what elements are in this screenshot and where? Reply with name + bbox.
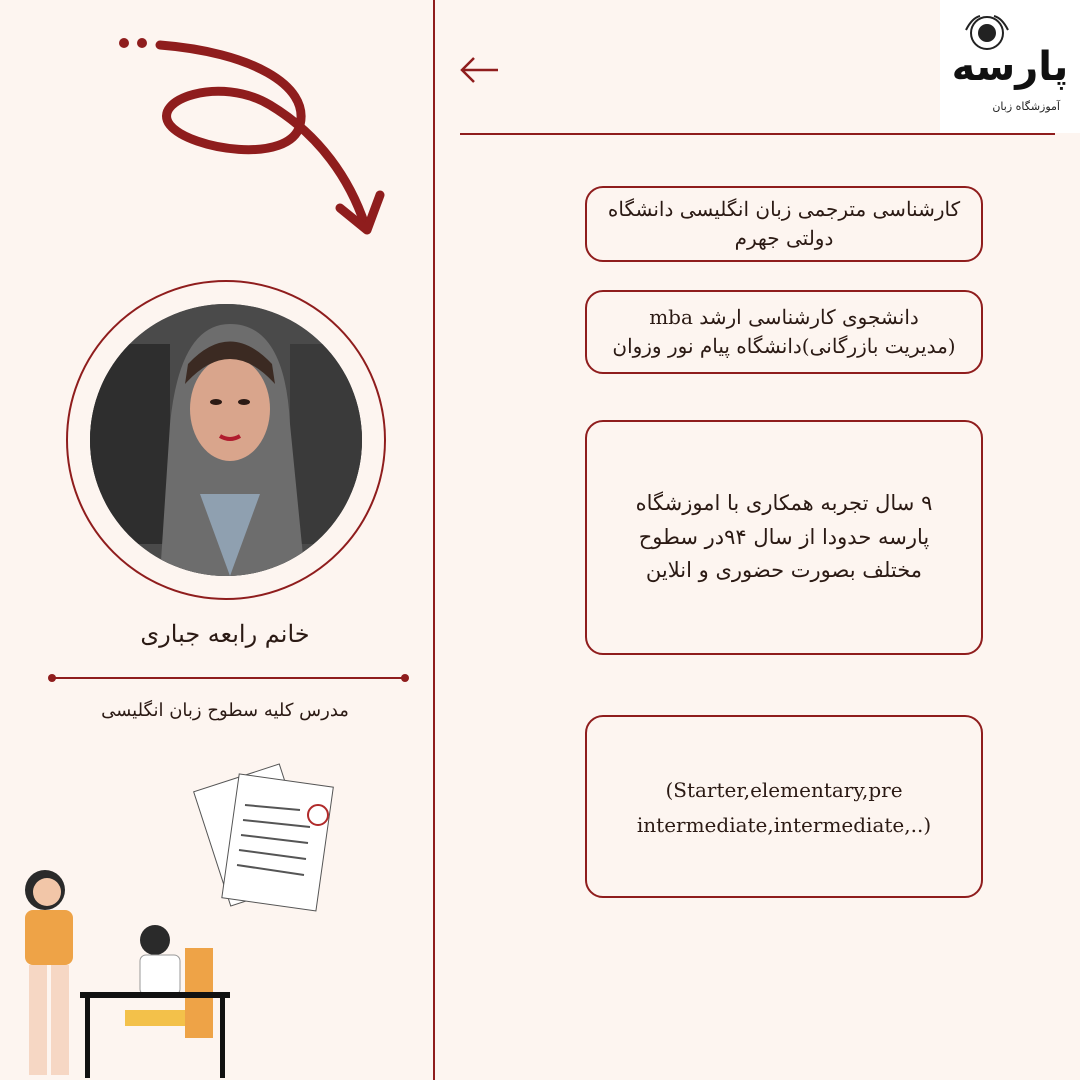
name-underline bbox=[52, 677, 406, 679]
header-divider bbox=[460, 133, 1055, 135]
education-card-masters bbox=[585, 290, 983, 374]
underline-dot-left bbox=[48, 674, 56, 682]
experience-card bbox=[585, 420, 983, 655]
card-line: (Starter,elementary,pre bbox=[665, 777, 903, 802]
back-arrow-icon[interactable] bbox=[458, 52, 502, 88]
levels-card bbox=[585, 715, 983, 898]
underline-dot-right bbox=[401, 674, 409, 682]
card-line: دولتی جهرم bbox=[734, 226, 834, 250]
education-card-bachelor bbox=[585, 186, 983, 262]
teacher-name: خانم رابعه جباری bbox=[140, 620, 310, 648]
card-line: ۹ سال تجربه همکاری با اموزشگاه bbox=[635, 491, 933, 516]
teacher-title: مدرس کلیه سطوح زبان انگلیسی bbox=[101, 700, 349, 721]
card-line: مختلف بصورت حضوری و انلاین bbox=[645, 558, 923, 583]
teacher-photo bbox=[90, 304, 362, 576]
logo-subtitle: آموزشگاه زبان bbox=[992, 100, 1060, 113]
curly-arrow-icon bbox=[110, 30, 400, 245]
card-line: دانشجوی کارشناسی ارشد mba bbox=[649, 305, 919, 329]
brand-logo bbox=[940, 0, 1080, 133]
teacher-student-illustration bbox=[5, 860, 240, 1080]
card-line: کارشناسی مترجمی زبان انگلیسی دانشگاه bbox=[607, 197, 961, 221]
vertical-divider bbox=[433, 0, 435, 1080]
logo-brand-text: پارسه bbox=[951, 44, 1069, 90]
card-line: intermediate,intermediate,..) bbox=[636, 812, 932, 837]
card-line: (مدیریت بازرگانی)دانشگاه پیام نور وزوان bbox=[612, 334, 956, 358]
card-line: پارسه حدودا از سال ۹۴در سطوح bbox=[638, 524, 930, 549]
